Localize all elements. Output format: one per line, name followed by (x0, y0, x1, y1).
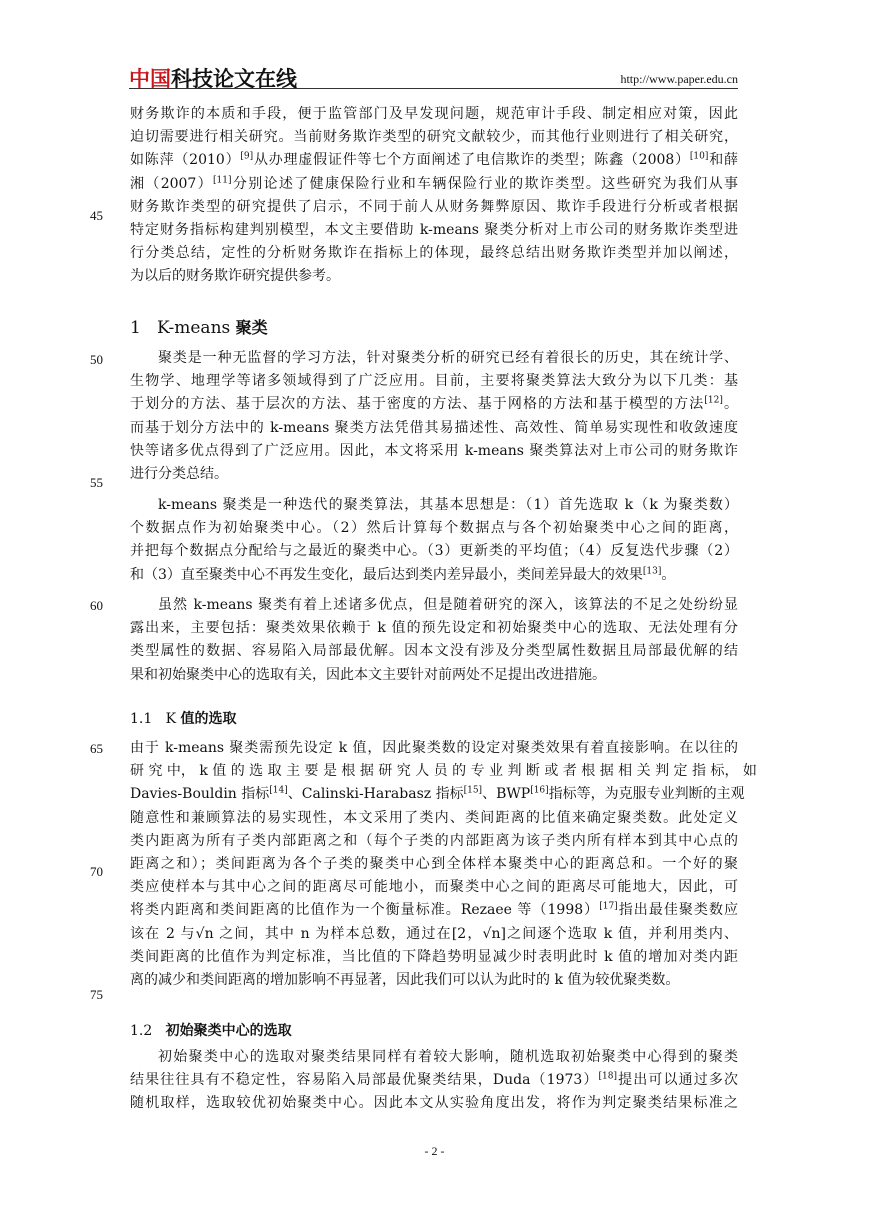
text-line: 距离之和）；类间距离为各个子类的聚类中心到全体样本聚类中心的距离总和。一个好的聚 (130, 855, 738, 872)
paragraph-6 (130, 1046, 738, 1116)
text-line: 而基于划分方法中的 k-means 聚类方法凭借其易描述性、高效性、简单易实现性和收敛速度 (130, 419, 738, 436)
paragraph-1 (130, 103, 738, 289)
journal-logo: 中国科技论文在线 (129, 67, 297, 91)
text-line: 于划分的方法、基于层次的方法、基于密度的方法、基于网格的方法和基于模型的方法[12]。 (130, 395, 739, 413)
text-line: 生物学、地理学等诸多领域得到了广泛应用。目前，主要将聚类算法大致分为以下几类：基 (130, 373, 738, 390)
paragraph-2 (130, 347, 738, 486)
text-line: 并把每个数据点分配给与之最近的聚类中心。（3）更新类的平均值；（4）反复迭代步骤（2） (130, 543, 738, 560)
text-line: 类间距离的比值作为判定标准，当比值的下降趋势明显减少时表明此时 k 值的增加对类内距 (130, 948, 738, 965)
text-line: 结果往往具有不稳定性，容易陷入局部最优聚类结果，Duda（1973）[18]提出可以通过多次 (130, 1071, 738, 1089)
paragraph-4 (130, 594, 738, 687)
text-line: 将类内距离和类间距离的比值作为一个衡量标准。Rezaee 等（1998）[17]指出最佳聚类数应 (130, 901, 739, 919)
text-line: Davies-Bouldin 指标[14]、Calinski-Harabasz 指标[15]、BWP[16]指标等，为克服专业判断的主观 (130, 785, 745, 803)
section-heading-1: 1 K-means 聚类 (130, 318, 268, 338)
text-line: 为以后的财务欺诈研究提供参考。 (130, 268, 340, 285)
line-number: 70 (90, 864, 103, 879)
text-line: 类型属性的数据、容易陷入局部最优解。因本文没有涉及分类型属性数据且局部最优解的结 (130, 643, 738, 660)
line-number: 60 (90, 598, 103, 613)
text-line: 湘（2007）[11]分别论述了健康保险行业和车辆保险行业的欺诈类型。这些研究为我们从事 (130, 174, 738, 192)
header-rule (129, 88, 738, 89)
text-line: 快等诸多优点得到了广泛应用。因此，本文将采用 k-means 聚类算法对上市公司的财务欺诈 (130, 442, 738, 459)
text-line: 离的减少和类间距离的增加影响不再显著，因此我们可以认为此时的 k 值为较优聚类数。 (130, 971, 680, 988)
paragraph-5 (130, 737, 757, 992)
text-line: 随机取样，选取较优初始聚类中心。因此本文从实验角度出发，将作为判定聚类结果标准之 (130, 1095, 738, 1112)
text-line: 虽然 k-means 聚类有着上述诸多优点，但是随着研究的深入，该算法的不足之处纷纷显 (158, 597, 738, 613)
text-line: 研 究 中， k 值 的 选 取 主 要 是 根 据 研 究 人 员 的 专 业 判 断 或 者 根 据 相 关 判 定 指 标， 如 (130, 763, 757, 780)
section-heading-1-2: 1.2 初始聚类中心的选取 (130, 1023, 292, 1039)
line-number: 75 (90, 987, 103, 1002)
page-number: - 2 - (424, 1144, 445, 1158)
text-line: 由于 k-means 聚类需预先设定 k 值，因此聚类数的设定对聚类效果有着直接影响。在以往的 (130, 740, 738, 756)
text-line: 进行分类总结。 (130, 465, 228, 482)
text-line: 财务欺诈的本质和手段，便于监管部门及早发现问题，规范审计手段、制定相应对策，因此 (130, 106, 738, 122)
text-line: 行分类总结，定性的分析财务欺诈在指标上的体现，最终总结出财务欺诈类型并加以阐述， (130, 245, 738, 262)
text-line: 聚类是一种无监督的学习方法，针对聚类分析的研究已经有着很长的历史，其在统计学、 (158, 350, 738, 366)
section-heading-1-1: 1.1 K 值的选取 (130, 711, 237, 727)
text-line: 特定财务指标构建判别模型，本文主要借助 k-means 聚类分析对上市公司的财务欺诈类型进 (130, 221, 738, 238)
text-line: k-means 聚类是一种迭代的聚类算法，其基本思想是：（1）首先选取 k（k 为聚类数） (158, 497, 738, 513)
line-number: 65 (90, 741, 103, 756)
text-line: 初始聚类中心的选取对聚类结果同样有着较大影响，随机选取初始聚类中心得到的聚类 (158, 1049, 738, 1065)
header-url[interactable]: http://www.paper.edu.cn (620, 72, 738, 86)
line-number: 50 (90, 352, 103, 367)
line-number: 45 (90, 208, 103, 223)
paragraph-3 (130, 494, 738, 587)
text-line: 果和初始聚类中心的选取有关，因此本文主要针对前两处不足提出改进措施。 (130, 666, 606, 683)
text-line: 该在 2 与√n 之间，其中 n 为样本总数，通过在[2，√n]之间逐个选取 k 值，并利用类内、 (130, 925, 738, 942)
text-line: 类应使样本与其中心之间的距离尽可能地小，而聚类中心之间的距离尽可能地大，因此，可 (130, 879, 738, 896)
text-line: 露出来，主要包括：聚类效果依赖于 k 值的预先设定和初始聚类中心的选取、无法处理有分 (130, 620, 738, 637)
text-line: 迫切需要进行相关研究。当前财务欺诈类型的研究文献较少，而其他行业则进行了相关研究， (130, 129, 738, 146)
text-line: 财务欺诈类型的研究提供了启示，不同于前人从财务舞弊原因、欺诈手段进行分析或者根据 (130, 198, 738, 215)
text-line: 和（3）直至聚类中心不再发生变化，最后达到类内差异最小，类间差异最大的效果[13]。 (130, 565, 676, 583)
text-line: 类内距离为所有子类内部距离之和（每个子类的内部距离为该子类内所有样本到其中心点的 (130, 832, 738, 849)
text-line: 随意性和兼顾算法的易实现性，本文采用了类内、类间距离的比值来确定聚类数。此处定义 (130, 809, 738, 826)
line-number: 55 (90, 475, 103, 490)
text-line: 如陈萍（2010）[9]从办理虚假证件等七个方面阐述了电信欺诈的类型；陈鑫（2008）[10]和薛 (130, 151, 738, 169)
text-line: 个数据点作为初始聚类中心。（2）然后计算每个数据点与各个初始聚类中心之间的距离， (130, 520, 738, 537)
